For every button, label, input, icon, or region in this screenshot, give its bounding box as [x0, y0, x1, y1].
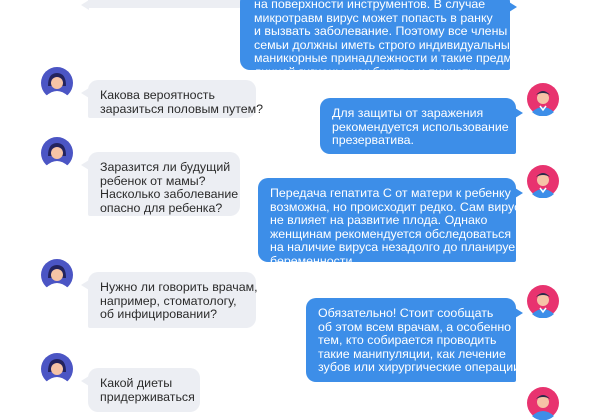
- question-bubble-tell-doctors: [88, 272, 256, 328]
- answer-bubble-hygiene: [240, 0, 534, 79]
- message-line: беременности.: [270, 253, 356, 268]
- message-line: семьи должны иметь строго индивидуальные: [254, 37, 517, 52]
- message-line: рекомендуется использование: [332, 119, 509, 134]
- question-bubble-diet: [88, 368, 200, 412]
- message-line: и вызвать заболевание. Поэтому все члены: [254, 24, 508, 39]
- message-line: Заразится ли будущий: [100, 160, 231, 174]
- message-line: не влияет на развитие плода. Однако: [270, 213, 488, 228]
- question-bubble-sexual-transmission: [88, 80, 264, 118]
- answer-bubble-must-inform: [306, 298, 524, 382]
- message-line: опасно для ребенка?: [100, 200, 223, 215]
- message-line: женщинам рекомендуется обследоваться: [270, 226, 512, 241]
- message-line: Для защиты от заражения: [332, 106, 484, 120]
- message-line: зубов или хирургические операции.: [318, 360, 524, 375]
- message-line: об этом всем врачам, а особенно: [318, 319, 512, 334]
- doctor-avatar-icon: [526, 386, 560, 420]
- message-line: ребенок от мамы?: [100, 173, 206, 188]
- message-line: тем, кто собирается проводить: [318, 333, 497, 348]
- patient-avatar-icon: [40, 66, 74, 100]
- message-line: Какой диеты: [100, 376, 173, 390]
- doctor-avatar-icon: [526, 284, 560, 318]
- patient-avatar-icon: [40, 258, 74, 292]
- message-line: об инфицировании?: [100, 307, 218, 322]
- message-line: Насколько заболевание: [100, 187, 239, 202]
- question-bubble-top-partial: [88, 0, 246, 8]
- message-line: презерватива.: [332, 133, 414, 148]
- message-line: на поверхности инструментов. В случае: [254, 0, 486, 11]
- message-line: микротравм вирус может попасть в ранку: [254, 10, 493, 25]
- message-line: заразиться половым путем?: [100, 101, 264, 116]
- message-line: Передача гепатита С от матери к ребенку: [270, 186, 511, 200]
- message-line: маникюрные принадлежности и такие предметы: [254, 51, 534, 66]
- question-bubble-child-transmission: [88, 152, 240, 216]
- answer-bubble-protection: [320, 98, 516, 154]
- message-line: личной гигиены, как бритвы и пинцеты.: [254, 64, 481, 79]
- doctor-avatar-icon: [526, 82, 560, 116]
- message-line: Нужно ли говорить врачам,: [100, 280, 258, 294]
- message-line: Какова вероятность: [100, 88, 215, 102]
- patient-avatar-icon: [40, 352, 74, 386]
- message-line: придерживаться: [100, 389, 195, 404]
- message-line: на наличие вируса незадолго до планируемой: [270, 240, 538, 255]
- patient-avatar-icon: [40, 136, 74, 170]
- answer-bubble-mother-child: [258, 178, 538, 268]
- message-line: такие манипуляции, как лечение: [318, 346, 506, 361]
- message-line: Обязательно! Стоит сообщать: [318, 306, 494, 320]
- message-line: возможна, но происходит редко. Сам вирус: [270, 199, 521, 214]
- message-line: например, стоматологу,: [100, 293, 237, 308]
- doctor-avatar-icon: [526, 164, 560, 198]
